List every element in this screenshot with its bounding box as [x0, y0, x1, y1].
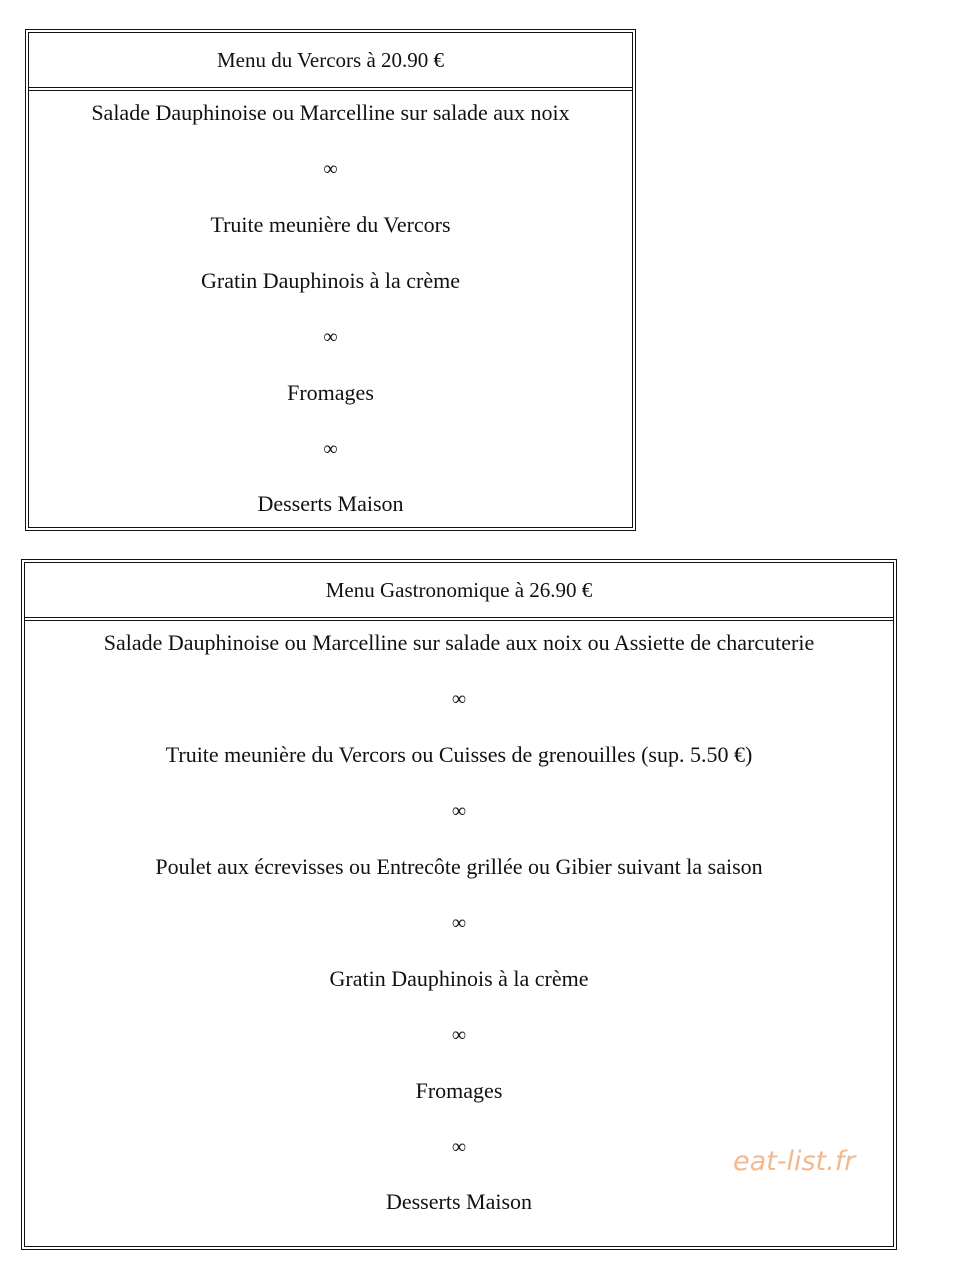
menu-line-entree: Salade Dauphinoise ou Marcelline sur salade aux noix ou Assiette de charcuterie — [103, 630, 815, 655]
menu-line-fromages: Fromages — [415, 1078, 503, 1103]
separator-symbol: ∞ — [451, 1024, 467, 1046]
menu-line-fromages: Fromages — [287, 380, 374, 405]
menu-title: Menu du Vercors à 20.90 € — [29, 33, 632, 91]
separator-symbol: ∞ — [451, 1136, 467, 1158]
menu-line-desserts: Desserts Maison — [257, 491, 404, 516]
separator-symbol: ∞ — [323, 326, 338, 348]
menu-du-vercors — [25, 29, 636, 531]
menu-line-accompagnement: Gratin Dauphinois à la crème — [200, 268, 460, 293]
separator-symbol: ∞ — [451, 688, 467, 710]
menu-line-poisson: Truite meunière du Vercors ou Cuisses de grenouilles (sup. 5.50 €) — [165, 742, 753, 767]
menu-line-plat: Poulet aux écrevisses ou Entrecôte grillée ou Gibier suivant la saison — [155, 854, 763, 879]
menu-line-plat: Truite meunière du Vercors — [210, 212, 451, 237]
watermark-logo: eat-list.fr — [733, 1146, 856, 1177]
menu-title: Menu Gastronomique à 26.90 € — [25, 563, 893, 621]
menu-line-accompagnement: Gratin Dauphinois à la crème — [329, 966, 589, 991]
menu-line-desserts: Desserts Maison — [385, 1189, 533, 1214]
menu-line-entree: Salade Dauphinoise ou Marcelline sur salade aux noix — [91, 100, 570, 125]
separator-symbol: ∞ — [323, 438, 338, 460]
separator-symbol: ∞ — [323, 158, 338, 180]
separator-symbol: ∞ — [451, 912, 467, 934]
separator-symbol: ∞ — [451, 800, 467, 822]
